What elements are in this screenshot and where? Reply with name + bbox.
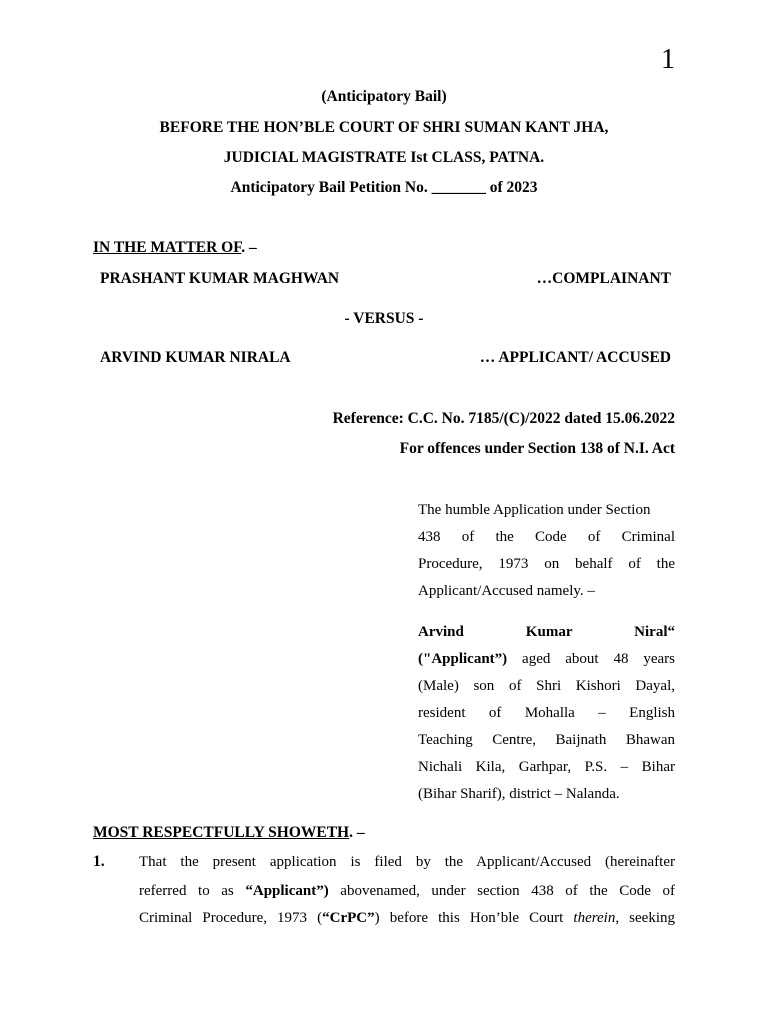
point-line: [139, 908, 675, 928]
reference-offence: For offences under Section 138 of N.I. Act: [399, 440, 675, 457]
applicant-detail-line: [418, 649, 675, 669]
applicant-age: aged about 48 years: [507, 651, 675, 667]
showeth-label: MOST RESPECTFULLY SHOWETH: [93, 824, 350, 841]
point-text: , seeking: [615, 910, 676, 926]
applicant-defined-term: ("Applicant”): [418, 651, 508, 667]
point-text: abovenamed, under section 438 of the Code of: [328, 883, 675, 899]
page-number: 1: [661, 44, 675, 75]
showeth-heading: [93, 823, 365, 843]
application-line: The humble Application under Section: [418, 502, 651, 518]
versus-label: - VERSUS -: [344, 310, 424, 327]
applicant-detail-line: Teaching Centre, Baijnath Bhawan: [418, 732, 675, 748]
point-text: referred to as: [139, 883, 246, 899]
application-line: 438 of the Code of Criminal: [418, 529, 675, 545]
point-line: That the present application is filed by the Applicant/Accused (hereinafter: [139, 854, 675, 870]
court-line-1: BEFORE THE HON’BLE COURT OF SHRI SUMAN KANT JHA,: [159, 119, 609, 136]
point-text: ) before this Hon’ble Court: [374, 910, 574, 926]
reference-case: Reference: C.C. No. 7185/(C)/2022 dated 15.06.2022: [332, 410, 675, 427]
applicant-detail-line: resident of Mohalla – English: [418, 705, 675, 721]
applicant-detail-name: Arvind Kumar Niral“: [418, 624, 675, 640]
point-text: Criminal Procedure, 1973 (: [139, 910, 323, 926]
point-line: [139, 881, 675, 901]
point-italic: therein: [573, 910, 616, 926]
point-number: 1.: [93, 853, 105, 870]
application-line: Procedure, 1973 on behalf of the: [418, 556, 675, 572]
petition-number: Anticipatory Bail Petition No. _______ of 2023: [230, 179, 538, 196]
court-line-2: JUDICIAL MAGISTRATE Ist CLASS, PATNA.: [223, 149, 545, 166]
applicant-detail-line: (Bihar Sharif), district – Nalanda.: [418, 786, 620, 802]
showeth-suffix: . –: [349, 824, 365, 841]
application-line: Applicant/Accused namely. –: [418, 583, 595, 599]
matter-label: IN THE MATTER OF: [93, 239, 242, 256]
matter-label-suffix: . –: [241, 239, 257, 256]
applicant-name: ARVIND KUMAR NIRALA: [100, 349, 291, 366]
complainant-role: …COMPLAINANT: [536, 270, 671, 287]
complainant-name: PRASHANT KUMAR MAGHWAN: [100, 270, 340, 287]
applicant-detail-line: (Male) son of Shri Kishori Dayal,: [418, 678, 675, 694]
point-defined-term: “Applicant”): [245, 883, 329, 899]
point-defined-term: “CrPC”: [322, 910, 375, 926]
applicant-role: … APPLICANT/ ACCUSED: [479, 349, 671, 366]
petition-type: (Anticipatory Bail): [321, 88, 447, 105]
applicant-detail-line: Nichali Kila, Garhpar, P.S. – Bihar: [418, 759, 675, 775]
matter-heading: [93, 238, 257, 258]
